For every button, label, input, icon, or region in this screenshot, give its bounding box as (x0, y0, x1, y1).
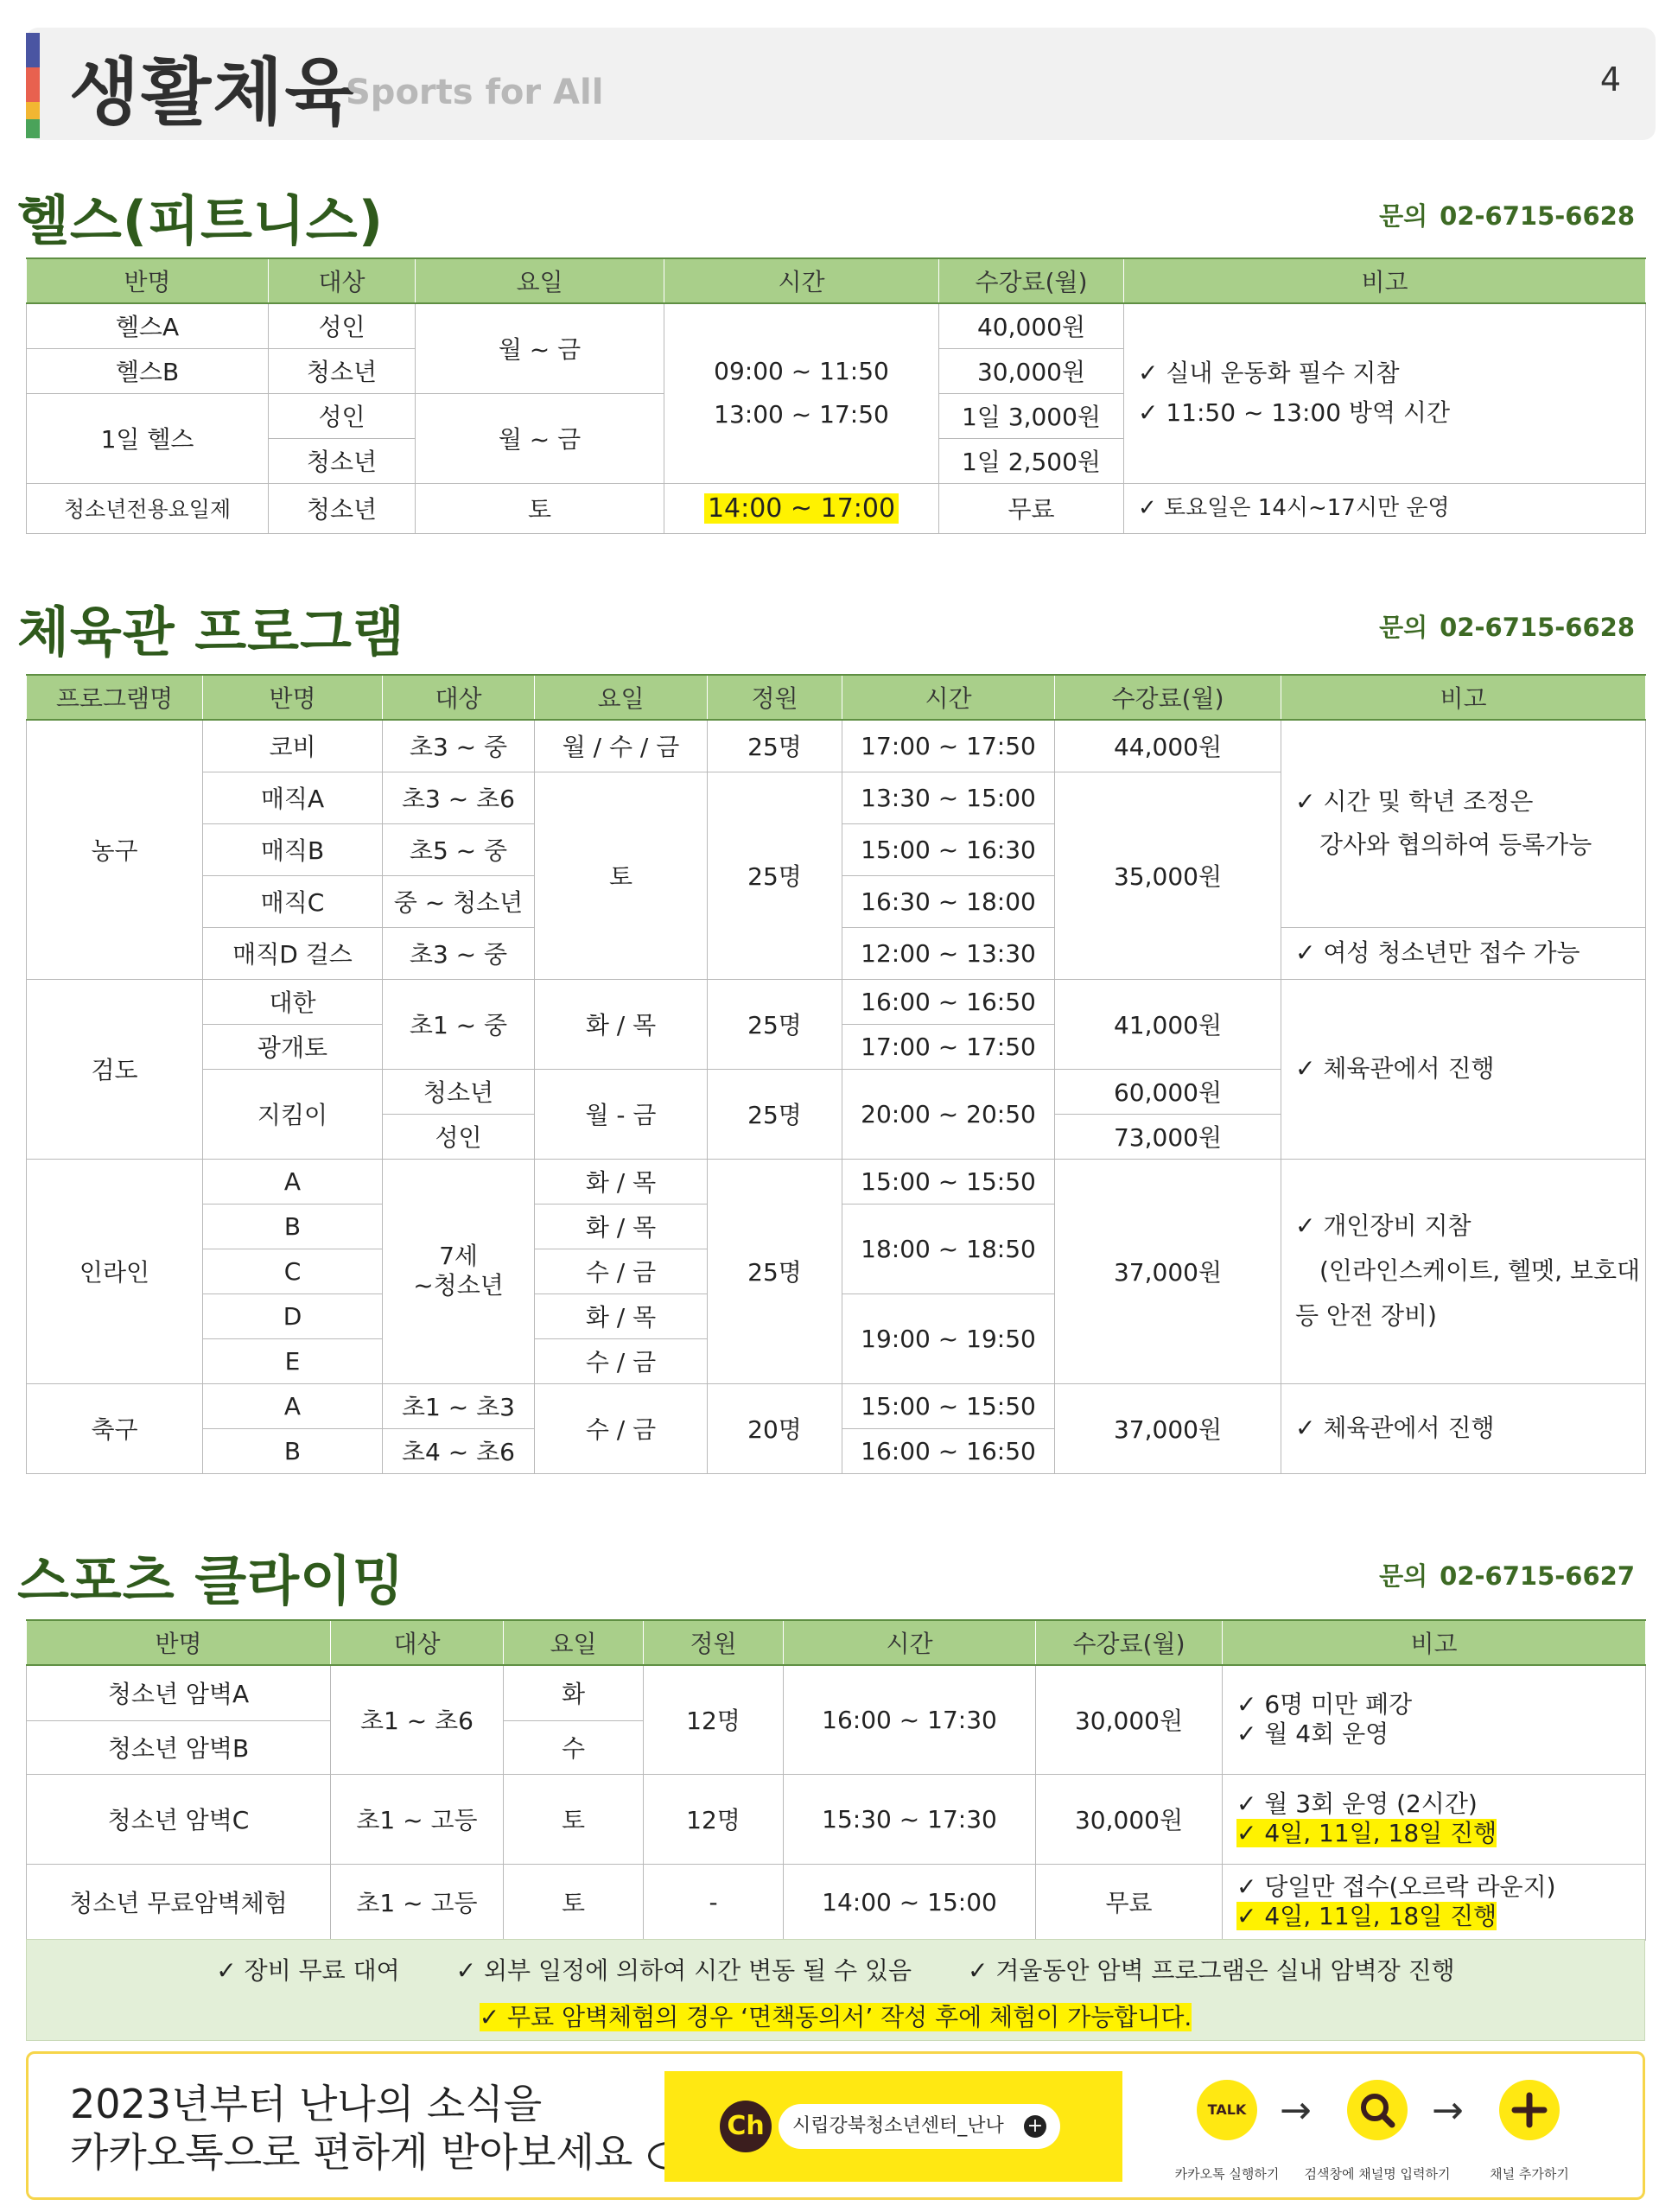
class-name: A (203, 1159, 383, 1204)
note: ✓ 실내 운동화 필수 지참 (1138, 359, 1400, 388)
col-header: 시간 (664, 258, 939, 303)
fitness-table (26, 257, 1646, 534)
fee: 35,000원 (1055, 772, 1281, 979)
target: 초1 ~ 초6 (331, 1665, 504, 1774)
class-name: 지킴이 (203, 1069, 383, 1159)
class-name: C (203, 1249, 383, 1294)
target: 초5 ~ 중 (383, 823, 535, 875)
arrow-right-icon: → (1432, 2088, 1464, 2133)
time: 17:00 ~ 17:50 (842, 720, 1055, 772)
col-header: 대상 (269, 258, 416, 303)
col-header: 반명 (27, 258, 269, 303)
time: 19:00 ~ 19:50 (842, 1294, 1055, 1383)
highlighted-time: 14:00 ~ 17:00 (704, 493, 899, 524)
arrow-right-icon: → (1280, 2088, 1312, 2133)
time: 15:00 ~ 15:50 (842, 1383, 1055, 1428)
note: ✓ 시간 및 학년 조정은 (1295, 787, 1534, 817)
kakao-banner (26, 2051, 1645, 2200)
col-header: 시간 (784, 1620, 1036, 1665)
program-name: 인라인 (27, 1159, 203, 1383)
class-name: 코비 (203, 720, 383, 772)
note: ✓ 6명 미만 폐강 (1236, 1690, 1413, 1719)
note-cell (1124, 303, 1646, 483)
target: 청소년 (269, 483, 416, 533)
time-cell (664, 483, 939, 533)
fee: 30,000원 (1036, 1774, 1223, 1864)
days: 월 / 수 / 금 (535, 720, 708, 772)
class-name: 청소년 무료암벽체험 (27, 1864, 331, 1940)
col-header: 요일 (535, 675, 708, 720)
table-row (27, 1774, 1646, 1864)
days: 토 (504, 1864, 644, 1940)
highlighted-note: ✓ 4일, 11일, 18일 진행 (1236, 1819, 1497, 1847)
note: (인라인스케이트, 헬멧, 보호대 (1319, 1256, 1641, 1285)
days: 토 (504, 1774, 644, 1864)
col-header: 프로그램명 (27, 675, 203, 720)
fee: 37,000원 (1055, 1383, 1281, 1473)
capacity: 25명 (708, 772, 842, 979)
fee: 1일 2,500원 (939, 438, 1124, 483)
class-name: 대한 (203, 979, 383, 1024)
note: ✓ 토요일은 14시~17시만 운영 (1124, 483, 1646, 533)
contact-phone: 02-6715-6627 (1440, 1561, 1635, 1591)
table-row (27, 483, 1646, 533)
target: ~청소년 (413, 1271, 504, 1300)
class-name: 매직C (203, 875, 383, 927)
climbing-table (26, 1619, 1646, 1941)
class-name: 청소년 암벽B (27, 1720, 331, 1774)
target: 초1 ~ 초3 (383, 1383, 535, 1428)
add-icon (1499, 2080, 1560, 2140)
table-row (27, 1159, 1646, 1204)
logo-mark (26, 33, 40, 138)
fee: 40,000원 (939, 303, 1124, 348)
fee: 73,000원 (1055, 1114, 1281, 1159)
days: 화 / 목 (535, 1204, 708, 1249)
table-row (27, 979, 1646, 1024)
class-name: 1일 헬스 (27, 393, 269, 483)
target: 성인 (269, 393, 416, 438)
target: 청소년 (269, 348, 416, 393)
step-label: 카카오톡 실행하기 (1174, 2166, 1280, 2182)
days: 수 (504, 1720, 644, 1774)
days: 수 / 금 (535, 1338, 708, 1383)
time: 17:00 ~ 17:50 (842, 1024, 1055, 1069)
fee: 44,000원 (1055, 720, 1281, 772)
class-name: 헬스A (27, 303, 269, 348)
channel-name: 시립강북청소년센터_난나 (792, 2115, 1004, 2137)
col-header: 수강료(월) (1055, 675, 1281, 720)
col-header: 요일 (504, 1620, 644, 1665)
fee: 무료 (1036, 1864, 1223, 1940)
col-header: 대상 (383, 675, 535, 720)
note: ✓ 체육관에서 진행 (1281, 979, 1646, 1159)
target: 성인 (269, 303, 416, 348)
col-header: 수강료(월) (1036, 1620, 1223, 1665)
fee: 30,000원 (1036, 1665, 1223, 1774)
days: 화 / 목 (535, 979, 708, 1069)
days: 수 / 금 (535, 1249, 708, 1294)
time: 14:00 ~ 15:00 (784, 1864, 1036, 1940)
target: 청소년 (383, 1069, 535, 1114)
class-name: 청소년 암벽A (27, 1665, 331, 1720)
col-header: 반명 (27, 1620, 331, 1665)
time: 20:00 ~ 20:50 (842, 1069, 1055, 1159)
banner-text (70, 2080, 688, 2177)
page-title: 생활체육 (69, 50, 357, 135)
class-name: 광개토 (203, 1024, 383, 1069)
class-name: B (203, 1428, 383, 1473)
class-name: 매직B (203, 823, 383, 875)
banner-line: 2023년부터 난나의 소식을 (70, 2081, 543, 2127)
days: 월 - 금 (535, 1069, 708, 1159)
time-cell (664, 303, 939, 483)
time: 16:00 ~ 16:50 (842, 979, 1055, 1024)
capacity: 12명 (644, 1774, 784, 1864)
days: 화 (504, 1665, 644, 1720)
table-row (27, 303, 1646, 348)
class-name: 헬스B (27, 348, 269, 393)
time: 09:00 ~ 11:50 (714, 357, 889, 386)
contact-label: 문의 (1379, 613, 1428, 642)
contact-phone: 02-6715-6628 (1440, 201, 1635, 231)
capacity: 25명 (708, 979, 842, 1069)
target: 초3 ~ 중 (383, 720, 535, 772)
fitness-title: 헬스(피트니스) (17, 189, 385, 252)
target: 초1 ~ 중 (383, 979, 535, 1069)
target: 초3 ~ 초6 (383, 772, 535, 823)
days: 수 / 금 (535, 1383, 708, 1473)
gym-contact (1367, 608, 1635, 644)
fee: 37,000원 (1055, 1159, 1281, 1383)
note: ✓ 11:50 ~ 13:00 방역 시간 (1138, 398, 1450, 428)
footer-note: ✓ 겨울동안 암벽 프로그램은 실내 암벽장 진행 (967, 1956, 1455, 1985)
class-name: 매직A (203, 772, 383, 823)
col-header: 비고 (1223, 1620, 1646, 1665)
page-number: 4 (1599, 60, 1621, 99)
note: ✓ 월 3회 운영 (2시간) (1236, 1789, 1478, 1818)
fee: 41,000원 (1055, 979, 1281, 1069)
note: ✓ 개인장비 지참 (1295, 1211, 1471, 1240)
program-name: 농구 (27, 720, 203, 979)
target: 7세 (439, 1242, 478, 1270)
gym-table (26, 674, 1646, 1474)
col-header: 요일 (416, 258, 664, 303)
contact-phone: 02-6715-6628 (1440, 613, 1635, 642)
time: 16:30 ~ 18:00 (842, 875, 1055, 927)
capacity: 25명 (708, 1069, 842, 1159)
target: 초1 ~ 고등 (331, 1774, 504, 1864)
time: 13:00 ~ 17:50 (714, 400, 889, 429)
capacity: 20명 (708, 1383, 842, 1473)
col-header: 대상 (331, 1620, 504, 1665)
days: 월 ~ 금 (416, 303, 664, 393)
target: 초3 ~ 중 (383, 927, 535, 979)
footer-note: ✓ 외부 일정에 의하여 시간 변동 될 수 있음 (455, 1956, 912, 1985)
class-name: 매직D 걸스 (203, 927, 383, 979)
capacity: - (644, 1864, 784, 1940)
highlighted-note: ✓ 4일, 11일, 18일 진행 (1236, 1902, 1497, 1930)
climbing-footer-notes (26, 1939, 1645, 2041)
contact-label: 문의 (1379, 1561, 1428, 1591)
target: 성인 (383, 1114, 535, 1159)
table-row (27, 720, 1646, 772)
footer-note: ✓ 장비 무료 대여 (216, 1956, 400, 1985)
program-name: 검도 (27, 979, 203, 1159)
target: 초1 ~ 고등 (331, 1864, 504, 1940)
time: 15:00 ~ 15:50 (842, 1159, 1055, 1204)
time: 12:00 ~ 13:30 (842, 927, 1055, 979)
note: ✓ 체육관에서 진행 (1281, 1383, 1646, 1473)
kakao-channel-box[interactable] (664, 2071, 1122, 2182)
table-row (27, 1665, 1646, 1720)
note-cell (1223, 1774, 1646, 1864)
kakao-channel-icon: Ch (720, 2101, 772, 2152)
fee: 무료 (939, 483, 1124, 533)
class-name: E (203, 1338, 383, 1383)
col-header: 정원 (644, 1620, 784, 1665)
col-header: 시간 (842, 675, 1055, 720)
target: 청소년 (269, 438, 416, 483)
time: 13:30 ~ 15:00 (842, 772, 1055, 823)
days: 토 (416, 483, 664, 533)
col-header: 반명 (203, 675, 383, 720)
step-label: 채널 추가하기 (1490, 2166, 1569, 2182)
time: 15:30 ~ 17:30 (784, 1774, 1036, 1864)
program-name: 축구 (27, 1383, 203, 1473)
fee: 60,000원 (1055, 1069, 1281, 1114)
note-cell (1223, 1864, 1646, 1940)
note-cell (1281, 1159, 1646, 1383)
step-label: 검색창에 채널명 입력하기 (1304, 2166, 1451, 2182)
page-subtitle: Sports for All (346, 73, 604, 112)
note: 등 안전 장비) (1295, 1301, 1437, 1330)
climbing-contact (1367, 1557, 1635, 1592)
target: 초4 ~ 초6 (383, 1428, 535, 1473)
class-name: D (203, 1294, 383, 1338)
capacity: 25명 (708, 1159, 842, 1383)
capacity: 12명 (644, 1665, 784, 1774)
days: 월 ~ 금 (416, 393, 664, 483)
class-name: A (203, 1383, 383, 1428)
note: 강사와 협의하여 등록가능 (1319, 830, 1592, 860)
fitness-contact (1367, 197, 1635, 232)
class-name: B (203, 1204, 383, 1249)
time: 15:00 ~ 16:30 (842, 823, 1055, 875)
table-row (27, 1864, 1646, 1940)
gym-title: 체육관 프로그램 (17, 601, 405, 664)
climbing-title: 스포츠 클라이밍 (17, 1549, 405, 1612)
target-cell (383, 1159, 535, 1383)
days: 화 / 목 (535, 1159, 708, 1204)
fee: 30,000원 (939, 348, 1124, 393)
class-name: 청소년 암벽C (27, 1774, 331, 1864)
note-cell (1223, 1665, 1646, 1774)
col-header: 비고 (1124, 258, 1646, 303)
target: 중 ~ 청소년 (383, 875, 535, 927)
col-header: 수강료(월) (939, 258, 1124, 303)
search-icon (1347, 2080, 1408, 2140)
capacity: 25명 (708, 720, 842, 772)
days: 화 / 목 (535, 1294, 708, 1338)
days: 토 (535, 772, 708, 979)
time: 16:00 ~ 17:30 (784, 1665, 1036, 1774)
note: ✓ 당일만 접수(오르락 라운지) (1236, 1872, 1556, 1901)
note: ✓ 월 4회 운영 (1236, 1719, 1389, 1749)
contact-label: 문의 (1379, 201, 1428, 231)
time: 18:00 ~ 18:50 (842, 1204, 1055, 1294)
footer-note-highlight: ✓ 무료 암벽체험의 경우 ‘면책동의서’ 작성 후에 체험이 가능합니다. (479, 2003, 1192, 2031)
note-cell (1281, 720, 1646, 927)
banner-line: 카카오톡으로 편하게 받아보세요 (70, 2129, 633, 2176)
channel-search-pill[interactable] (779, 2104, 1060, 2149)
plus-icon: + (1024, 2115, 1046, 2138)
note: ✓ 여성 청소년만 접수 가능 (1281, 927, 1646, 979)
table-row (27, 1383, 1646, 1428)
fee: 1일 3,000원 (939, 393, 1124, 438)
time: 16:00 ~ 16:50 (842, 1428, 1055, 1473)
class-name: 청소년전용요일제 (27, 483, 269, 533)
col-header: 비고 (1281, 675, 1646, 720)
col-header: 정원 (708, 675, 842, 720)
kakao-talk-icon: TALK (1197, 2080, 1257, 2140)
